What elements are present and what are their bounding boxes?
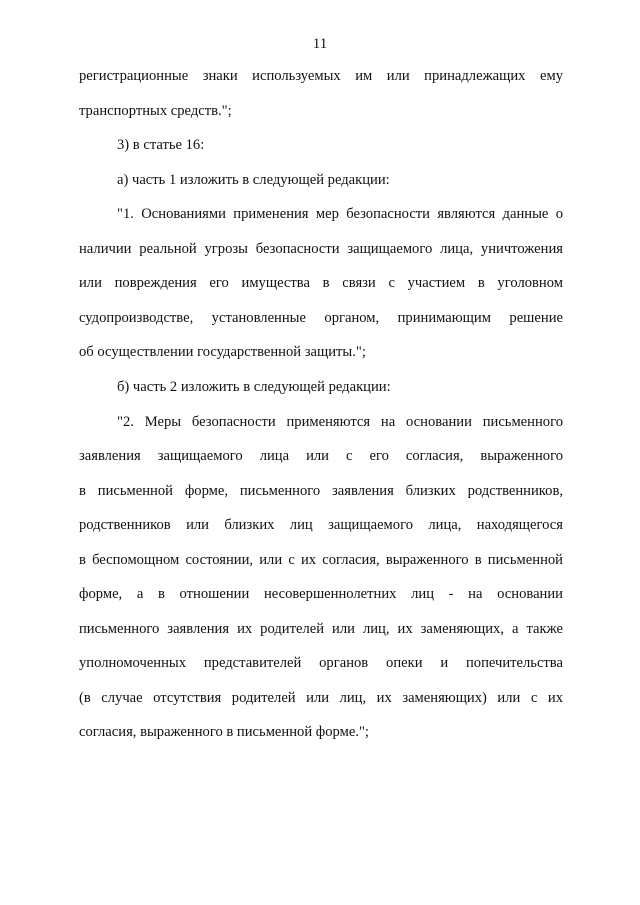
text-line: "2. Меры безопасности применяются на основании письменного: [117, 414, 563, 430]
text-line: форме, а в отношении несовершеннолетних лиц - на основании: [79, 586, 563, 602]
text-line: наличии реальной угрозы безопасности защищаемого лица, уничтожения: [79, 241, 563, 257]
text-line: в беспомощном состоянии, или с их согласия, выраженного в письменной: [79, 552, 563, 568]
text-line: в письменной форме, письменного заявления близких родственников,: [79, 483, 563, 499]
list-item-heading: а) часть 1 изложить в следующей редакции:: [117, 172, 390, 188]
text-line: заявления защищаемого лица или с его согласия, выраженного: [79, 448, 563, 464]
text-line: транспортных средств.";: [79, 103, 232, 119]
list-item-heading: б) часть 2 изложить в следующей редакции:: [117, 379, 391, 395]
page-number: 11: [312, 36, 328, 52]
text-line: родственников или близких лиц защищаемого лица, находящегося: [79, 517, 563, 533]
text-line: письменного заявления их родителей или лиц, их заменяющих, а также: [79, 621, 563, 637]
text-line: "1. Основаниями применения мер безопасности являются данные о: [117, 206, 563, 222]
text-line: регистрационные знаки используемых им или принадлежащих ему: [79, 68, 563, 84]
text-line: или повреждения его имущества в связи с участием в уголовном: [79, 275, 563, 291]
text-line: согласия, выраженного в письменной форме.";: [79, 724, 369, 740]
text-line: судопроизводстве, установленные органом, принимающим решение: [79, 310, 563, 326]
text-line: об осуществлении государственной защиты.";: [79, 344, 366, 360]
text-line: (в случае отсутствия родителей или лиц, их заменяющих) или с их: [79, 690, 563, 706]
list-item-heading: 3) в статье 16:: [117, 137, 205, 153]
text-line: уполномоченных представителей органов опеки и попечительства: [79, 655, 563, 671]
